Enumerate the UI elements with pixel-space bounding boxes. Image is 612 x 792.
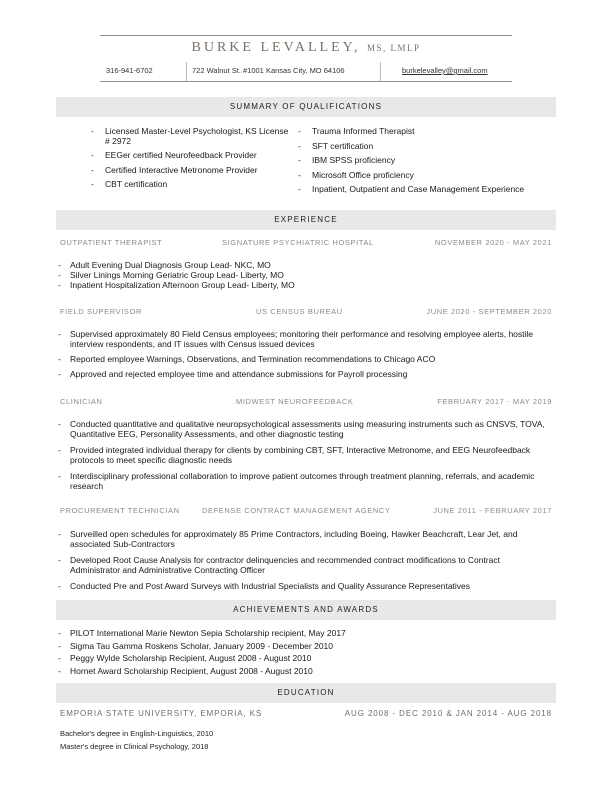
summary-item: - Certified Interactive Metronome Provider: [91, 165, 291, 175]
degree-line: Bachelor's degree in English-Linguistics, 2010: [60, 729, 214, 738]
job-bullet: - Supervised approximately 80 Field Census employees; monitoring their performance and resolving employee alerts, hostile interview respondents, and IT issues with Census issued devices: [58, 329, 550, 349]
job-bullet: - Approved and rejected employee time and attendance submissions for Payroll processing: [58, 369, 550, 379]
job-organization: US CENSUS BUREAU: [256, 307, 343, 316]
contact-divider: [186, 62, 187, 82]
job-bullet: - Developed Root Cause Analysis for contractor delinquencies and recommended contract modifications to Contract Administrator and Administrative Contracting Officer: [58, 555, 550, 575]
job-bullet: - Provided integrated individual therapy for clients by combining CBT, SFT, Interactive Metronome, and EEG Neurofeedback protocols to meet specific diagnostic needs: [58, 445, 550, 465]
job-bullet: - Reported employee Warnings, Observations, and Termination recommendations to Chicago ACO: [58, 354, 550, 364]
job-header: [60, 307, 552, 319]
summary-item: - Trauma Informed Therapist: [298, 126, 528, 136]
education-header: [60, 709, 552, 721]
header-top-rule: [100, 35, 512, 36]
award-item: - Peggy Wylde Scholarship Recipient, August 2008 - August 2010: [58, 652, 550, 665]
education-dates: AUG 2008 - DEC 2010 & JAN 2014 - AUG 2018: [344, 709, 552, 718]
summary-item: - EEGer certified Neurofeedback Provider: [91, 150, 291, 160]
summary-item: - Licensed Master-Level Psychologist, KS License # 2972: [91, 126, 291, 146]
summary-left-list: [91, 126, 291, 194]
job-header: [60, 397, 552, 409]
job-header: [60, 238, 552, 250]
job-dates: FEBRUARY 2017 - MAY 2019: [437, 397, 552, 406]
summary-item: - CBT certification: [91, 179, 291, 189]
job-bullets: [58, 529, 550, 591]
phone-number: 316-941-6702: [106, 66, 153, 75]
awards-list: [58, 627, 550, 677]
job-bullet: - Conducted Pre and Post Award Surveys with Industrial Specialists and Quality Assurance Representatives: [58, 581, 550, 591]
job-bullets: [58, 419, 550, 491]
job-bullet: - Conducted quantitative and qualitative neuropsychological assessments using measuring instruments such as CNSVS, TOVA, Quantitative EEG, Personality Assessments, and other diagnostic testing: [58, 419, 550, 439]
job-bullet: - Silver Linings Morning Geriatric Group Lead- Liberty, MO: [58, 270, 550, 280]
job-dates: NOVEMBER 2020 - MAY 2021: [434, 238, 552, 247]
summary-item: - Inpatient, Outpatient and Case Management Experience: [298, 184, 528, 194]
summary-right-list: [298, 126, 528, 199]
job-bullets: [58, 329, 550, 379]
header-bottom-rule: [100, 81, 512, 82]
job-role: OUTPATIENT THERAPIST: [60, 238, 163, 247]
job-bullet: - Interdisciplinary professional collaboration to improve patient outcomes through treatment planning, referrals, and academic research: [58, 471, 550, 491]
summary-item: - Microsoft Office proficiency: [298, 170, 528, 180]
name-text: BURKE LEVALLEY,: [191, 40, 361, 55]
education-section-title: EDUCATION: [56, 683, 556, 703]
award-item: - PILOT International Marie Newton Sepia Scholarship recipient, May 2017: [58, 627, 550, 640]
job-bullet: - Surveilled open schedules for approximately 85 Prime Contractors, including Boeing, Hawker Beachcraft, Lear Jet, and associated Sub-Contractors: [58, 529, 550, 549]
degree-line: Master's degree in Clinical Psychology, 2018: [60, 742, 209, 751]
summary-section-title: SUMMARY OF QUALIFICATIONS: [56, 97, 556, 117]
contact-divider: [380, 62, 381, 82]
address: 722 Walnut St. #1001 Kansas City, MO 64106: [192, 66, 345, 75]
job-bullet: - Adult Evening Dual Diagnosis Group Lead- NKC, MO: [58, 260, 550, 270]
job-organization: SIGNATURE PSYCHIATRIC HOSPITAL: [222, 238, 374, 247]
job-organization: DEFENSE CONTRACT MANAGEMENT AGENCY: [202, 506, 391, 515]
job-role: PROCUREMENT TECHNICIAN: [60, 506, 180, 515]
school-name: EMPORIA STATE UNIVERSITY, EMPORIA, KS: [60, 709, 263, 718]
job-organization: MIDWEST NEUROFEEDBACK: [236, 397, 354, 406]
award-item: - Sigma Tau Gamma Roskens Scholar, January 2009 - December 2010: [58, 640, 550, 653]
award-item: - Hornet Award Scholarship Recipient, August 2008 - August 2010: [58, 665, 550, 678]
summary-item: - SFT certification: [298, 141, 528, 151]
job-bullets: [58, 260, 550, 290]
job-role: FIELD SUPERVISOR: [60, 307, 142, 316]
job-dates: JUNE 2020 - SEPTEMBER 2020: [426, 307, 552, 316]
job-header: [60, 506, 552, 518]
job-dates: JUNE 2011 - FEBRUARY 2017: [433, 506, 552, 515]
job-role: CLINICIAN: [60, 397, 103, 406]
credentials: MS, LMLP: [366, 43, 421, 53]
email-link[interactable]: burkelevalley@gmail.com: [402, 66, 488, 75]
candidate-name: [100, 40, 512, 56]
job-bullet: - Inpatient Hospitalization Afternoon Group Lead- Liberty, MO: [58, 280, 550, 290]
awards-section-title: ACHIEVEMENTS AND AWARDS: [56, 600, 556, 620]
summary-item: - IBM SPSS proficiency: [298, 155, 528, 165]
experience-section-title: EXPERIENCE: [56, 210, 556, 230]
